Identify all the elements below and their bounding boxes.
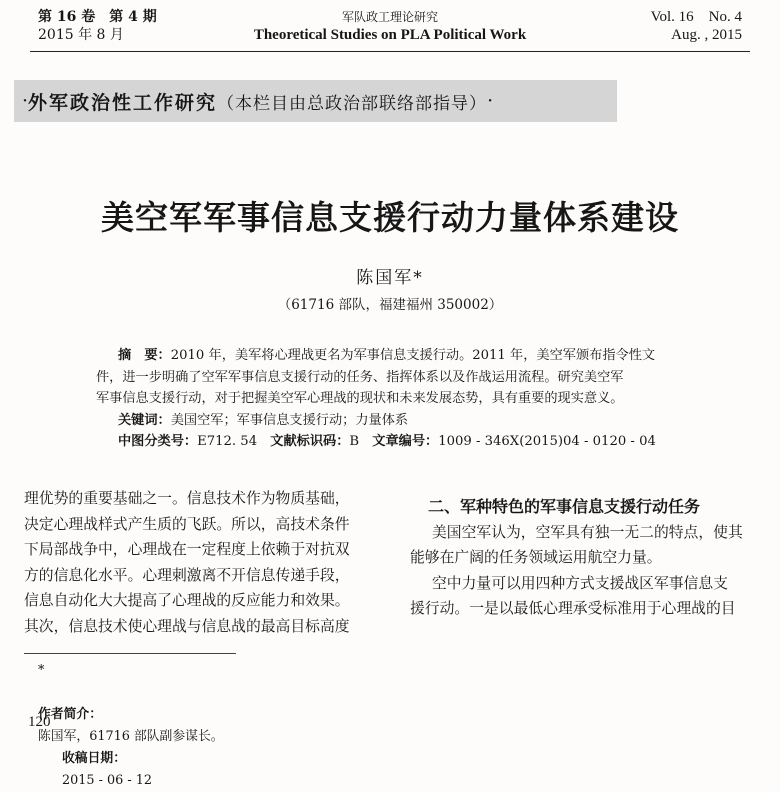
abstract-line-2: 件，进一步明确了空军军事信息支援行动的任务、指挥体系以及作战运用流程。研究美空军	[96, 369, 624, 385]
keywords-line	[96, 410, 702, 432]
abstract-line-1	[96, 345, 702, 367]
body-line: 决定心理战样式产生质的飞跃。所以，高技术条件	[24, 515, 350, 533]
journal-name	[240, 8, 540, 44]
received-date-label: 收稿日期：	[62, 751, 126, 766]
section-heading: 二、军种特色的军事信息支援行动任务	[428, 497, 701, 516]
keywords-label: 关键词：	[118, 412, 171, 428]
body-line: 能够在广阔的任务领域运用航空力量。	[410, 549, 662, 566]
abstract-line-3: 军事信息支援行动，对于把握美空军心理战的现状和未来发展态势，具有重要的现实意义。	[96, 391, 624, 406]
body-line: 理优势的重要基础之一。信息技术作为物质基础，	[24, 490, 350, 507]
article-id-label: 文章编号：	[372, 434, 439, 449]
column-name: 外军政治性工作研究	[28, 91, 218, 114]
doc-code-value: B	[349, 434, 360, 449]
page-number: 120	[28, 714, 51, 730]
author-affiliation: （61716 部队，福建福州 350002）	[277, 297, 503, 313]
body-line: 下局部战争中，心理战在一定程度上依赖于对抗双	[24, 541, 350, 558]
abstract-block	[96, 345, 702, 453]
received-date-value: 2015 - 06 - 12	[62, 773, 153, 788]
abstract-label: 摘 要：	[118, 348, 171, 363]
body-line: 美国空军认为，空军具有独一无二的特点，使其	[432, 523, 743, 541]
article-title: 美空军军事信息支援行动力量体系建设	[101, 198, 679, 237]
footnote-rule	[24, 653, 236, 654]
clc-value: E712. 54	[197, 434, 258, 449]
journal-name-cn: 军队政工理论研究	[341, 10, 438, 24]
volume-issue: 第 16 卷 第 4 期	[38, 9, 157, 25]
body-line: 其次，信息技术使心理战与信息战的最高目标高度	[24, 617, 350, 635]
received-date-line	[38, 748, 224, 792]
header-rule	[30, 51, 750, 52]
footnote	[38, 660, 224, 792]
classification-line	[96, 431, 702, 453]
right-column-body	[410, 486, 760, 622]
journal-name-en: Theoretical Studies on PLA Political Work	[253, 27, 527, 43]
left-column-body	[24, 486, 388, 639]
body-line: 方的信息化水平。心理刺激离不开信息传递手段，	[24, 566, 350, 584]
body-line: 信息自动化大大提高了心理战的反应能力和效果。	[24, 592, 350, 609]
clc-label: 中图分类号：	[118, 434, 198, 449]
doc-code-label: 文献标识码：	[270, 434, 350, 449]
author-bio-line	[38, 660, 224, 748]
column-banner	[14, 80, 617, 122]
footnote-marker: *	[38, 663, 45, 678]
banner-prefix: ·	[22, 90, 29, 112]
article-id-value: 1009 - 346X(2015)04 - 0120 - 04	[438, 434, 656, 449]
body-line: 空中力量可以用四种方式支援战区军事信息支	[432, 574, 728, 592]
banner-suffix: ·	[487, 90, 494, 112]
abstract-text-1: 2010 年，美军将心理战更名为军事信息支援行动。2011 年，美空军颁布指令性文	[170, 348, 656, 363]
keywords-text: 美国空军；军事信息支援行动；力量体系	[170, 412, 409, 428]
author-bio-text: 陈国军，61716 部队副参谋长。	[38, 729, 224, 744]
publication-date: 2015 年 8 月	[38, 27, 124, 43]
volume-issue-en: Vol. 16 No. 4	[650, 9, 742, 25]
journal-volume-info	[38, 8, 157, 44]
author-bio-label: 作者简介：	[38, 707, 102, 722]
publication-date-en: Aug. , 2015	[671, 27, 742, 43]
article-author: 陈国军*	[356, 268, 424, 288]
column-note: （本栏目由总政治部联络部指导）	[217, 93, 488, 114]
body-line: 援行动。一是以最低心理承受标准用于心理战的目	[410, 600, 736, 617]
journal-volume-info-en	[651, 8, 742, 44]
